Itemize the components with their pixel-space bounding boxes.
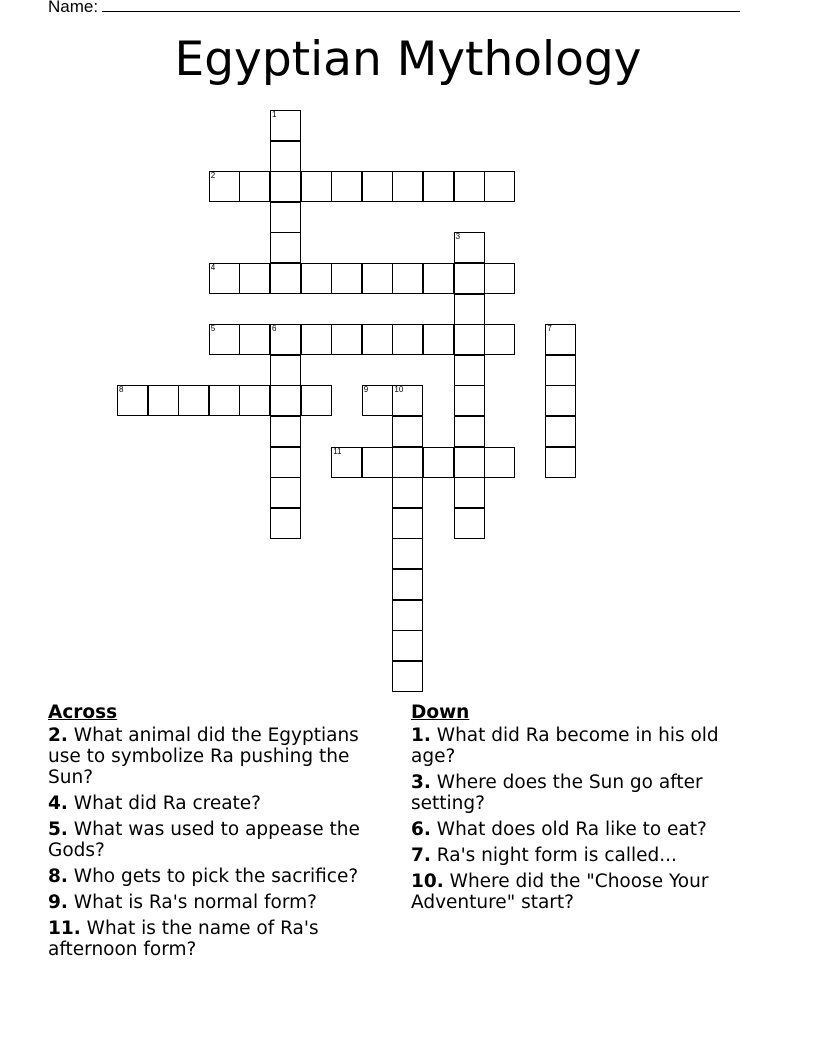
crossword-cell[interactable] (270, 263, 301, 294)
crossword-cell[interactable] (545, 447, 576, 478)
clue-number: 9. (48, 892, 68, 913)
crossword-cell[interactable] (454, 508, 485, 539)
crossword-cell[interactable] (239, 263, 270, 294)
clue-number: 3. (411, 772, 431, 793)
crossword-cell[interactable] (392, 630, 423, 661)
crossword-cell[interactable] (301, 263, 332, 294)
clue-number: 2. (48, 725, 68, 746)
crossword-cell[interactable] (454, 324, 485, 355)
crossword-cell[interactable] (484, 263, 515, 294)
clue-number: 4. (48, 793, 68, 814)
crossword-cell[interactable] (301, 324, 332, 355)
crossword-cell[interactable] (331, 171, 362, 202)
crossword-cell[interactable] (392, 600, 423, 631)
down-clue (411, 772, 751, 814)
crossword-cell[interactable] (362, 324, 393, 355)
crossword-cell[interactable] (392, 416, 423, 447)
crossword-cell[interactable] (270, 508, 301, 539)
crossword-cell[interactable] (209, 263, 240, 294)
crossword-cell[interactable] (362, 447, 393, 478)
crossword-cell[interactable] (270, 110, 301, 141)
crossword-cell[interactable] (423, 324, 454, 355)
crossword-cell[interactable] (178, 385, 209, 416)
crossword-cell[interactable] (301, 171, 332, 202)
crossword-cell[interactable] (484, 324, 515, 355)
across-clue (48, 725, 388, 788)
crossword-cell[interactable] (392, 477, 423, 508)
clue-text: What was used to appease the Gods? (48, 819, 360, 861)
crossword-cell[interactable] (270, 171, 301, 202)
name-label: Name: (48, 0, 99, 16)
crossword-cell[interactable] (392, 447, 423, 478)
crossword-cell[interactable] (392, 385, 423, 416)
cell-number: 9 (363, 385, 369, 395)
crossword-cell[interactable] (148, 385, 179, 416)
cell-number: 1 (272, 110, 277, 119)
clue-number: 8. (48, 866, 68, 887)
crossword-cell[interactable] (331, 263, 362, 294)
crossword-cell[interactable] (484, 171, 515, 202)
clue-text: What does old Ra like to eat? (430, 819, 707, 840)
cell-number: 2 (210, 171, 216, 181)
crossword-cell[interactable] (270, 355, 301, 386)
cell-number: 5 (210, 324, 216, 334)
crossword-cell[interactable] (270, 416, 301, 447)
crossword-cell[interactable] (392, 508, 423, 539)
across-clue (48, 819, 388, 861)
cell-number: 11 (333, 446, 342, 456)
clue-number: 7. (411, 845, 431, 866)
cell-number: 10 (394, 385, 404, 395)
crossword-cell[interactable] (270, 202, 301, 233)
crossword-cell[interactable] (209, 171, 240, 202)
crossword-cell[interactable] (270, 141, 301, 172)
crossword-cell[interactable] (392, 171, 423, 202)
crossword-cell[interactable] (301, 385, 332, 416)
crossword-cell[interactable] (545, 385, 576, 416)
crossword-cell[interactable] (362, 385, 393, 416)
crossword-cell[interactable] (454, 232, 485, 263)
crossword-cell[interactable] (454, 477, 485, 508)
crossword-cell[interactable] (270, 324, 301, 355)
cell-number: 6 (272, 324, 277, 334)
crossword-cell[interactable] (270, 232, 301, 263)
crossword-cell[interactable] (209, 385, 240, 416)
down-clue (411, 871, 751, 913)
crossword-cell[interactable] (545, 416, 576, 447)
down-clue (411, 725, 751, 767)
crossword-cell[interactable] (454, 171, 485, 202)
crossword-cell[interactable] (423, 447, 454, 478)
cell-number: 3 (455, 232, 461, 242)
crossword-cell[interactable] (270, 477, 301, 508)
crossword-cell[interactable] (392, 661, 423, 692)
clue-number: 10. (411, 871, 444, 892)
crossword-cell[interactable] (454, 385, 485, 416)
clue-text: What did Ra create? (67, 793, 261, 814)
crossword-cell[interactable] (117, 385, 148, 416)
crossword-cell[interactable] (454, 294, 485, 325)
down-heading: Down (411, 702, 470, 723)
across-clue (48, 866, 388, 887)
clue-text: What is Ra's normal form? (67, 892, 317, 913)
crossword-cell[interactable] (454, 447, 485, 478)
clue-text: What animal did the Egyptians use to symbolize Ra pushing the Sun? (48, 725, 359, 788)
crossword-cell[interactable] (209, 324, 240, 355)
crossword-cell[interactable] (331, 447, 362, 478)
crossword-cell[interactable] (392, 263, 423, 294)
across-clue-list (48, 725, 388, 960)
crossword-cell[interactable] (545, 324, 576, 355)
down-clues (411, 702, 751, 918)
clue-number: 1. (411, 725, 431, 746)
cell-number: 7 (547, 324, 552, 334)
crossword-cell[interactable] (423, 171, 454, 202)
crossword-cell[interactable] (454, 263, 485, 294)
crossword-cell[interactable] (423, 263, 454, 294)
cell-number: 8 (119, 385, 124, 395)
clue-text: Who gets to pick the sacrifice? (67, 866, 359, 887)
clue-text: Ra's night form is called... (430, 845, 677, 866)
crossword-cell[interactable] (270, 447, 301, 478)
clue-number: 5. (48, 819, 68, 840)
clue-text: What is the name of Ra's afternoon form? (48, 918, 319, 960)
crossword-cell[interactable] (270, 385, 301, 416)
clue-text: What did Ra become in his old age? (411, 725, 719, 767)
crossword-cell[interactable] (362, 263, 393, 294)
crossword-cell[interactable] (331, 324, 362, 355)
down-clue (411, 845, 751, 866)
clue-number: 11. (48, 918, 81, 939)
crossword-cell[interactable] (239, 324, 270, 355)
down-clue (411, 819, 751, 840)
across-heading: Across (48, 702, 118, 723)
page-title: Egyptian Mythology (174, 32, 642, 87)
crossword-cell[interactable] (362, 171, 393, 202)
clue-text: Where does the Sun go after setting? (411, 772, 703, 814)
across-clue (48, 892, 388, 913)
across-clue (48, 918, 388, 960)
down-clue-list (411, 725, 751, 913)
crossword-cell[interactable] (392, 538, 423, 569)
crossword-cell[interactable] (454, 355, 485, 386)
across-clue (48, 793, 388, 814)
clue-text: Where did the "Choose Your Adventure" start? (411, 871, 709, 913)
cell-number: 4 (210, 263, 216, 272)
crossword-cell[interactable] (454, 416, 485, 447)
across-clues (48, 702, 388, 965)
crossword-cell[interactable] (392, 569, 423, 600)
crossword-cell[interactable] (484, 447, 515, 478)
clue-number: 6. (411, 819, 431, 840)
crossword-cell[interactable] (239, 385, 270, 416)
crossword-cell[interactable] (392, 324, 423, 355)
crossword-cell[interactable] (239, 171, 270, 202)
crossword-cell[interactable] (545, 355, 576, 386)
